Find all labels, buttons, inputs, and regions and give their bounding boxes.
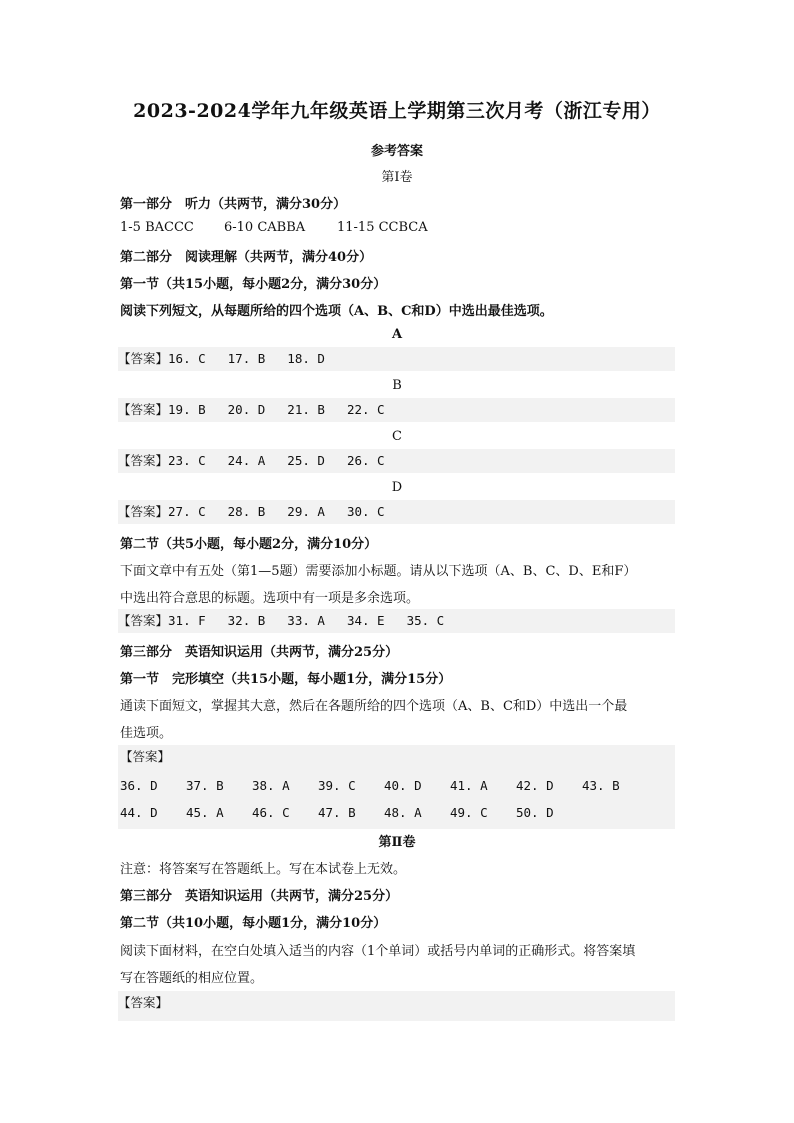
section-two-heading: 第二节（共5小题，每小题2分，满分10分） — [120, 537, 378, 552]
part-three-heading: 第三部分 英语知识运用（共两节，满分25分） — [120, 645, 399, 660]
section-two-instruction: 下面文章中有五处（第1—5题）需要添加小标题。请从以下选项（A、B、C、D、E和F） — [120, 564, 637, 579]
answer-box — [118, 609, 675, 633]
answer-label: 【答案】 — [118, 351, 169, 366]
answer-item: 30. C — [346, 504, 385, 519]
answer-item: 44. D — [120, 805, 158, 820]
answer-box — [118, 398, 675, 422]
section-one-instruction: 阅读下列短文，从每题所给的四个选项（A、B、C和D）中选出最佳选项。 — [120, 304, 553, 319]
answer-item: 19. B — [168, 402, 206, 417]
part-two-heading: 第二部分 阅读理解（共两节，满分40分） — [120, 250, 373, 265]
answer-box — [118, 347, 675, 371]
answer-item: 16. C — [168, 351, 206, 366]
answer-item: 42. D — [516, 778, 554, 793]
answer-item: 47. B — [318, 805, 356, 820]
answer-item: 49. C — [450, 805, 488, 820]
volume-one-heading: 第Ⅰ卷 — [381, 170, 413, 185]
answer-item: 21. B — [287, 402, 325, 417]
answer-item: 25. D — [287, 453, 325, 468]
answer-item: 36. D — [120, 778, 158, 793]
cloze-instruction: 佳选项。 — [120, 726, 173, 741]
answer-box — [118, 500, 675, 524]
answer-label: 【答案】 — [118, 613, 169, 628]
part-three-heading: 第三部分 英语知识运用（共两节，满分25分） — [120, 889, 399, 904]
listening-answers — [120, 220, 428, 235]
answer-item: 18. D — [287, 351, 325, 366]
answer-item: 28. B — [227, 504, 266, 519]
answer-item: 43. B — [582, 778, 620, 793]
fill-blank-instruction: 阅读下面材料，在空白处填入适当的内容（1个单词）或括号内单词的正确形式。将答案填 — [120, 944, 636, 959]
answer-item: 32. B — [227, 613, 266, 628]
answer-item: 46. C — [252, 805, 290, 820]
answer-item: 17. B — [227, 351, 266, 366]
section-two-instruction: 中选出符合意思的标题。选项中有一项是多余选项。 — [120, 591, 420, 606]
answer-item: 31. F — [168, 613, 206, 628]
passage-letter: B — [392, 378, 402, 393]
answer-item: 41. A — [450, 778, 488, 793]
fill-blank-heading: 第二节（共10小题，每小题1分，满分10分） — [120, 916, 387, 931]
cloze-answers-row — [120, 805, 582, 820]
answer-item: 50. D — [516, 805, 554, 820]
answer-item: 38. A — [252, 778, 290, 793]
answer-item: 35. C — [406, 613, 445, 628]
answer-item: 37. B — [186, 778, 224, 793]
listening-answer-group: 1-5 BACCC — [120, 220, 194, 235]
answer-box — [118, 449, 675, 473]
answer-item: 39. C — [318, 778, 356, 793]
answer-label: 【答案】 — [118, 453, 169, 468]
answer-item: 27. C — [168, 504, 206, 519]
answer-item: 29. A — [287, 504, 325, 519]
passage-letter: A — [391, 327, 403, 342]
answer-label: 【答案】 — [118, 402, 169, 417]
passage-letter: D — [391, 480, 403, 495]
answer-label: 【答案】 — [120, 749, 171, 764]
cloze-instruction: 通读下面短文，掌握其大意，然后在各题所给的四个选项（A、B、C和D）中选出一个最 — [120, 699, 628, 714]
answer-item: 22. C — [346, 402, 385, 417]
answer-item: 34. E — [346, 613, 385, 628]
cloze-answers-row — [120, 778, 648, 793]
volume-two-heading: 第Ⅱ卷 — [378, 835, 416, 850]
part-one-heading: 第一部分 听力（共两节，满分30分） — [120, 197, 347, 212]
fill-blank-instruction: 写在答题纸的相应位置。 — [120, 971, 264, 986]
answer-item: 20. D — [227, 402, 266, 417]
answer-item: 26. C — [346, 453, 385, 468]
answer-box — [118, 991, 675, 1021]
answer-item: 48. A — [384, 805, 422, 820]
answer-item: 33. A — [287, 613, 325, 628]
page-title: 2023-2024学年九年级英语上学期第三次月考（浙江专用） — [133, 100, 661, 122]
answer-item: 24. A — [227, 453, 266, 468]
answer-label: 【答案】 — [118, 995, 169, 1010]
listening-answer-group: 6-10 CABBA — [224, 220, 306, 235]
answer-label: 【答案】 — [118, 504, 169, 519]
note: 注意：将答案写在答题纸上。写在本试卷上无效。 — [120, 862, 407, 877]
answer-item: 40. D — [384, 778, 422, 793]
section-one-heading: 第一节（共15小题，每小题2分，满分30分） — [120, 277, 387, 292]
subtitle: 参考答案 — [370, 144, 423, 159]
listening-answer-group: 11-15 CCBCA — [337, 220, 428, 235]
answer-item: 45. A — [186, 805, 224, 820]
cloze-heading: 第一节 完形填空（共15小题，每小题1分，满分15分） — [120, 672, 452, 687]
passage-letter: C — [392, 429, 402, 444]
answer-item: 23. C — [168, 453, 206, 468]
